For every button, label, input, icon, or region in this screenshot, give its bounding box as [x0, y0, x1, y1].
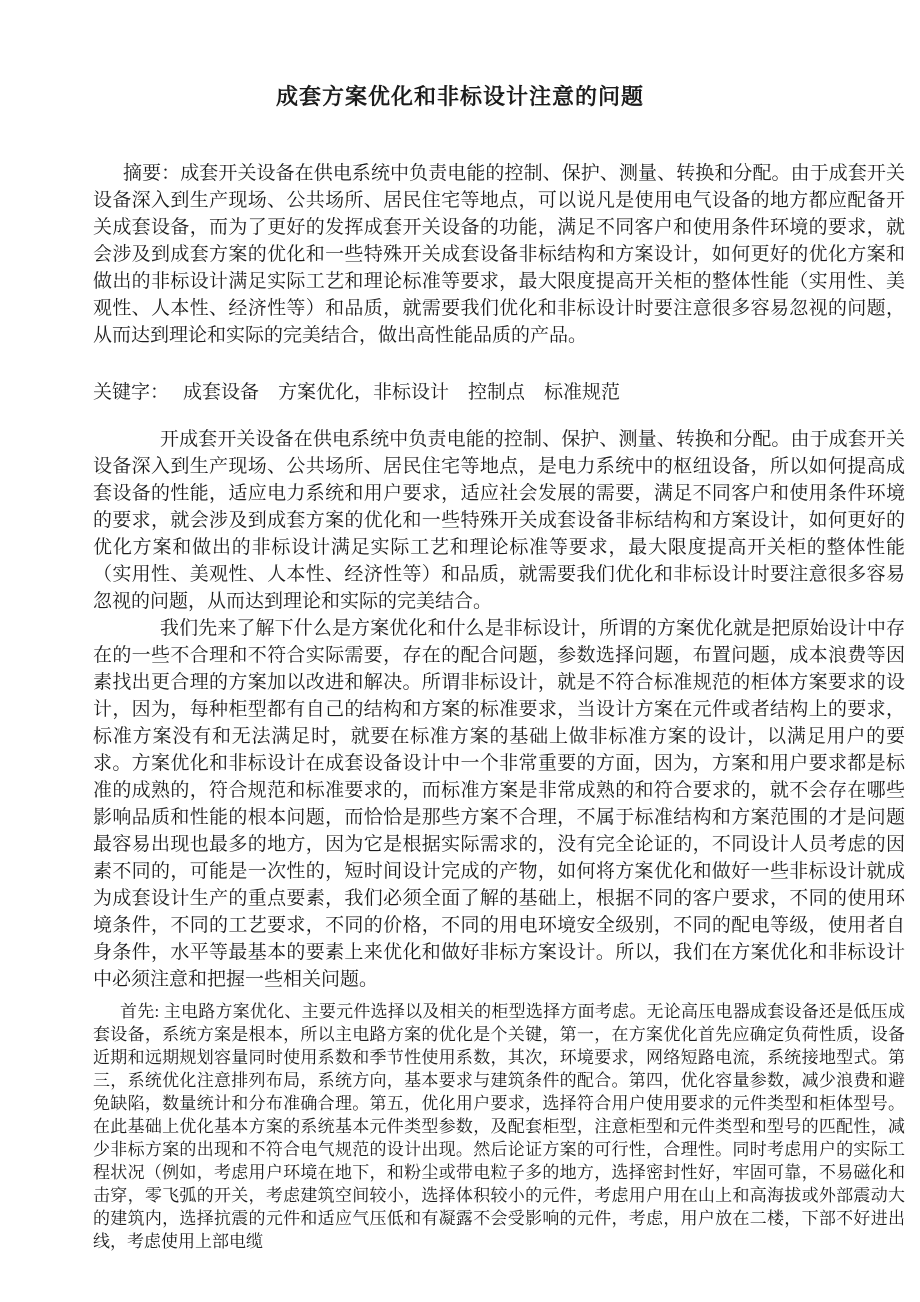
- body-paragraph-main-circuit: 首先: 主电路方案优化、主要元件选择以及相关的柜型选择方面考虑。无论高压电器成套设备还是低压成套设备，系统方案是根本，所以主电路方案的优化是个关键，第一，在方案优化首先应确定负荷性质，设备近期和远期规划容量同时使用系数和季节性使用系数，其次，环境要求，网络短路电流，系统接地型式。第三，系统优化注意排列布局，系统方向，基本要求与建筑条件的配合。第四，优化容量参数，减少浪费和避免缺陷，数量统计和分布准确合理。第五，优化用户要求，选择符合用户使用要求的元件类型和柜体型号。在此基础上优化基本方案的系统基本元件类型参数，及配套柜型，注意柜型和元件类型和型号的匹配性，减少非标方案的出现和不符合电气规范的设计出现。然后论证方案的可行性，合理性。同时考虑用户的实际工程状况（例如，考虑用户环境在地下，和粉尘或带电粒子多的地方，选择密封性好，牢固可靠，不易磁化和击穿，零飞弧的开关，考虑建筑空间较小，选择体积较小的元件，考虑用户用在山上和高海拔或外部震动大的建筑内，选择抗震的元件和适应气压低和有凝露不会受影响的元件，考虑，用户放在二楼，下部不好进出线，考虑使用上部电缆: [93, 1002, 905, 1251]
- keywords-terms: 成套设备 方案优化，非标设计 控制点 标准规范: [183, 382, 621, 403]
- body-paragraph-definitions: 我们先来了解下什么是方案优化和什么是非标设计，所谓的方案优化就是把原始设计中存在的一些不合理和不符合实际需要，存在的配合问题，参数选择问题，布置问题，成本浪费等因素找出更合理的方案加以改进和解决。所谓非标设计，就是不符合标准规范的柜体方案要求的设计，因为，每种柜型都有自己的结构和方案的标准要求，当设计方案在元件或者结构上的要求，标准方案没有和无法满足时，就要在标准方案的基础上做非标准方案的设计，以满足用户的要求。方案优化和非标设计在成套设备设计中一个非常重要的方面，因为，方案和用户要求都是标准的成熟的，符合规范和标准要求的，而标准方案是非常成熟的和符合要求的，就不会存在哪些影响品质和性能的根本问题，而恰恰是那些方案不合理，不属于标准结构和方案范围的才是问题最容易出现也最多的地方，因为它是根据实际需求的，没有完全论证的，不同设计人员考虑的因素不同的，可能是一次性的，短时间设计完成的产物，如何将方案优化和做好一些非标设计就成为成套设计生产的重点要素，我们必须全面了解的基础上，根据不同的客户要求，不同的使用环境条件，不同的工艺要求，不同的价格，不同的用电环境安全级别，不同的配电等级，使用者自身条件，水平等最基本的要素上来优化和做好非标方案设计。所以，我们在方案优化和非标设计中必须注意和把握一些相关问题。: [93, 618, 905, 990]
- document-title: 成套方案优化和非标设计注意的问题: [275, 84, 644, 109]
- body-paragraph-overview: 开成套开关设备在供电系统中负责电能的控制、保护、测量、转换和分配。由于成套开关设备深入到生产现场、公共场所、居民住宅等地点，是电力系统中的枢纽设备，所以如何提高成套设备的性能，适应电力系统和用户要求，适应社会发展的需要，满足不同客户和使用条件环境的要求，就会涉及到成套方案的优化和一些特殊开关成套设备非标结构和方案设计，如何更好的优化方案和做出的非标设计满足实际工艺和理论标准等要求，最大限度提高开关柜的整体性能（实用性、美观性、人本性、经济性等）和品质，就需要我们优化和非标设计时要注意很多容易忽视的问题，从而达到理论和实际的完美结合。: [93, 429, 905, 612]
- keywords-label: 关键字：: [93, 382, 170, 403]
- keywords-line: [93, 379, 905, 406]
- abstract-paragraph: 摘要：成套开关设备在供电系统中负责电能的控制、保护、测量、转换和分配。由于成套开关设备深入到生产现场、公共场所、居民住宅等地点，可以说凡是使用电气设备的地方都应配备开关成套设备，而为了更好的发挥成套开关设备的功能，满足不同客户和使用条件环境的要求，就会涉及到成套方案的优化和一些特殊开关成套设备非标结构和方案设计，如何更好的优化方案和做出的非标设计满足实际工艺和理论标准等要求，最大限度提高开关柜的整体性能（实用性、美观性、人本性、经济性等）和品质，就需要我们优化和非标设计时要注意很多容易忽视的问题，从而达到理论和实际的完美结合，做出高性能品质的产品。: [93, 163, 905, 346]
